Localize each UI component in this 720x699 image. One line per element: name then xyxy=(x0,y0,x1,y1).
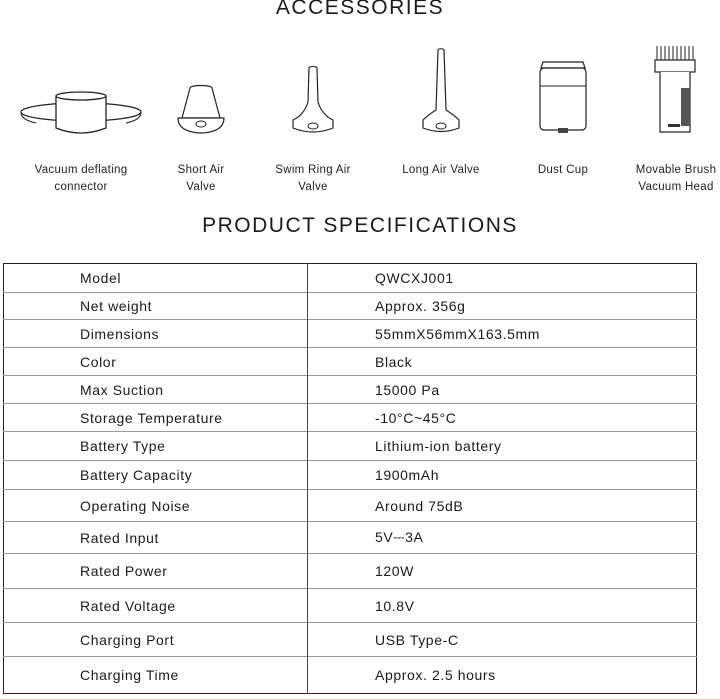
spec-key: Max Suction xyxy=(4,376,308,404)
accessory-label: Long Air Valve xyxy=(402,164,480,176)
short-air-valve-icon xyxy=(136,40,266,140)
accessory-item xyxy=(248,40,378,193)
swim-ring-air-valve-icon xyxy=(248,40,378,140)
spec-value: USB Type-C xyxy=(308,623,697,657)
specifications-table xyxy=(3,263,697,694)
dust-cup-icon xyxy=(498,40,628,140)
table-row xyxy=(4,293,697,320)
spec-value: Around 75dB xyxy=(308,490,697,522)
spec-key: Battery Capacity xyxy=(4,461,308,490)
table-row xyxy=(4,432,697,461)
accessory-label: Dust Cup xyxy=(537,164,589,176)
spec-value: 120W xyxy=(308,554,697,589)
spec-key: Charging Port xyxy=(4,623,308,657)
spec-key: Charging Time xyxy=(4,657,308,694)
table-row xyxy=(4,589,697,623)
accessory-label: Short Air xyxy=(177,164,225,176)
spec-value: 10.8V xyxy=(308,589,697,623)
spec-key: Rated Voltage xyxy=(4,589,308,623)
spec-key: Dimensions xyxy=(4,320,308,348)
table-row xyxy=(4,490,697,522)
spec-key: Model xyxy=(4,264,308,293)
accessory-label: Valve xyxy=(298,181,328,193)
spec-key: Storage Temperature xyxy=(4,404,308,432)
spec-key: Net weight xyxy=(4,293,308,320)
spec-value: Lithium-ion battery xyxy=(308,432,697,461)
spec-value: Approx. 356g xyxy=(308,293,697,320)
table-row xyxy=(4,657,697,694)
accessory-item xyxy=(136,40,266,193)
long-air-valve-icon xyxy=(376,40,506,140)
table-row xyxy=(4,376,697,404)
spec-value: QWCXJ001 xyxy=(375,270,454,286)
accessory-label: Swim Ring Air xyxy=(275,164,351,176)
specifications-title: PRODUCT SPECIFICATIONS xyxy=(202,214,518,237)
table-row xyxy=(4,522,697,554)
spec-key: Rated Power xyxy=(4,554,308,589)
accessory-item xyxy=(498,40,628,176)
spec-value: -10°C~45°C xyxy=(308,404,697,432)
accessory-item xyxy=(376,40,506,176)
spec-value: 15000 Pa xyxy=(308,376,697,404)
table-row xyxy=(4,554,697,589)
spec-value: 5V⎓3A xyxy=(308,522,697,554)
table-row xyxy=(4,348,697,376)
accessory-label: Movable Brush xyxy=(635,164,717,176)
spec-key: Color xyxy=(4,348,308,376)
vacuum-deflating-connector-icon xyxy=(16,40,146,140)
accessory-label: connector xyxy=(54,181,108,193)
spec-key: Battery Type xyxy=(4,432,308,461)
spec-value: 1900mAh xyxy=(308,461,697,490)
accessory-item xyxy=(16,40,146,193)
spec-key: Operating Noise xyxy=(4,490,308,522)
table-row xyxy=(4,623,697,657)
movable-brush-vacuum-head-icon xyxy=(611,40,720,140)
accessory-item xyxy=(611,40,720,193)
spec-value: 55mmX56mmX163.5mm xyxy=(308,320,697,348)
table-row xyxy=(4,264,697,293)
accessory-label: Vacuum deflating xyxy=(34,164,128,176)
accessories-title: ACCESSORIES xyxy=(275,0,445,19)
table-row xyxy=(4,461,697,490)
spec-value: Black xyxy=(308,348,697,376)
table-row xyxy=(4,404,697,432)
accessory-label: Valve xyxy=(186,181,216,193)
accessory-label: Vacuum Head xyxy=(638,181,714,193)
spec-key: Rated Input xyxy=(4,522,308,554)
spec-value: Approx. 2.5 hours xyxy=(308,657,697,694)
table-row xyxy=(4,320,697,348)
